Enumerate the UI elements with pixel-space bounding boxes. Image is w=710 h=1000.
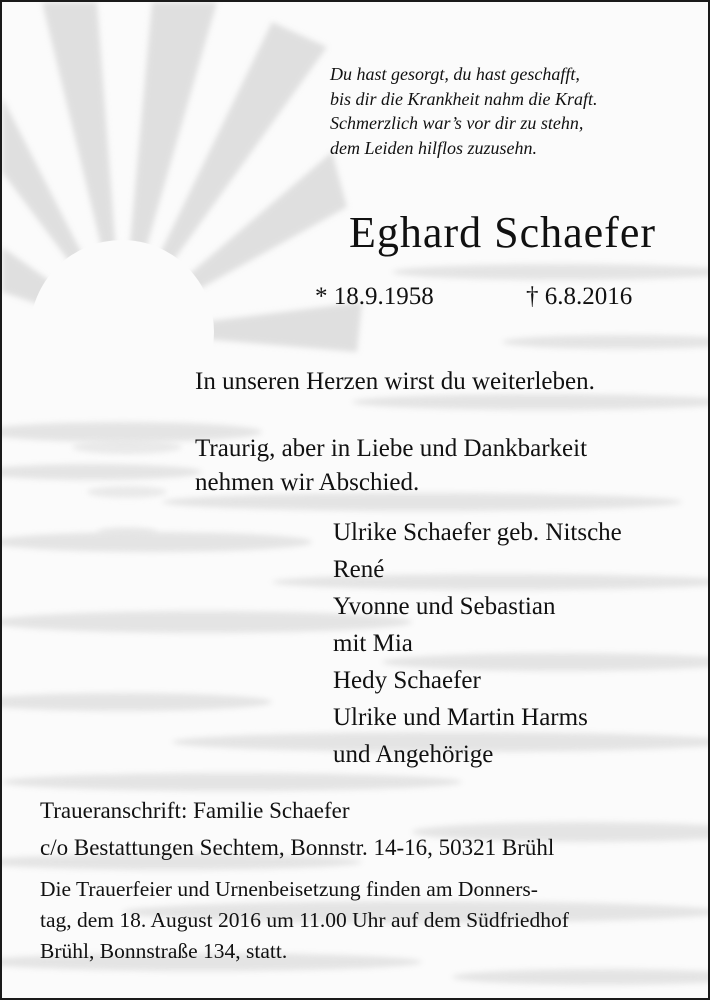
poem-line: Schmerzlich war’s vor dir zu stehn, [330,113,584,134]
mourner-name: René [333,556,385,583]
mourner-name: Yvonne und Sebastian [333,593,556,620]
motto: In unseren Herzen wirst du weiterleben. [195,368,595,395]
birth-date: * 18.9.1958 [315,283,434,310]
mourning-address [40,792,554,866]
sun-disc [30,240,214,424]
service-line: Die Trauerfeier und Urnenbeisetzung finden am Donners- [40,877,538,901]
mourner-name: Hedy Schaefer [333,667,481,694]
mourner-name: mit Mia [333,630,413,657]
farewell-line: Traurig, aber in Liebe und Dankbarkeit [195,435,588,462]
poem-verse [330,62,598,161]
mourner-name: Ulrike und Martin Harms [333,704,588,731]
address-street-line: c/o Bestattungen Sechtem, Bonnstr. 14-16, 50321 Brühl [40,835,555,860]
deceased-name: Eghard Schaefer [349,208,656,257]
poem-line: dem Leiden hilflos zuzusehn. [330,138,537,159]
farewell-line: nehmen wir Abschied. [195,469,420,496]
mourner-name: Ulrike Schaefer geb. Nitsche [333,519,622,546]
poem-line: Du hast gesorgt, du hast geschafft, [330,64,580,84]
death-date: † 6.8.2016 [526,283,633,310]
farewell-text [195,432,587,500]
service-line: Brühl, Bonnstraße 134, statt. [40,939,288,963]
address-label-line: Traueranschrift: Familie Schaefer [40,798,350,823]
sun-reflection [72,440,182,537]
mourner-name: und Angehörige [333,741,494,768]
service-line: tag, dem 18. August 2016 um 11.00 Uhr auf dem Südfriedhof [40,908,569,932]
mourners-list [333,514,622,773]
funeral-service-notice [40,874,569,967]
poem-line: bis dir die Krankheit nahm die Kraft. [330,88,598,109]
